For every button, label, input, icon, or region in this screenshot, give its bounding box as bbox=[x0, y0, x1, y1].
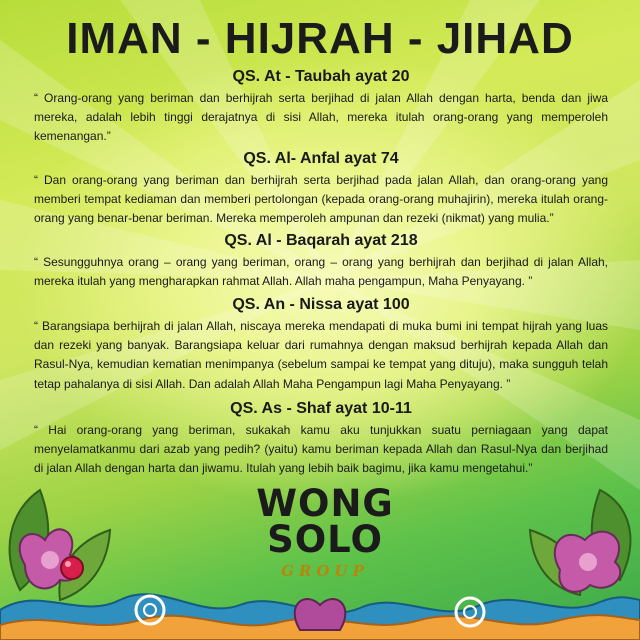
verse-text: “ Orang-orang yang beriman dan berhijrah serta berjihad di jalan Allah dengan harta, benda dan jiwa mereka, adalah lebih tinggi derajatnya di sisi Allah, mereka itulah orang-orang yang memperoleh kemenangan.” bbox=[34, 91, 608, 144]
verse-section-shaf bbox=[34, 400, 608, 479]
verse-heading: QS. As - Shaf ayat 10-11 bbox=[230, 400, 412, 417]
verse-text: “ Dan orang-orang yang beriman dan berhijrah serta berjihad pada jalan Allah, dan orang-orang yang memberi tempat kediaman dan memberi pertolongan (kepada orang-orang muhajirin), mereka itulah orang-orang yang benar-benar beriman. Mereka memperoleh ampunan dan rezeki (nikmat) yang mulia.” bbox=[34, 173, 608, 226]
verse-section-taubah bbox=[34, 68, 608, 147]
verse-heading: QS. An - Nissa ayat 100 bbox=[232, 296, 410, 313]
verse-heading: QS. Al - Baqarah ayat 218 bbox=[224, 232, 418, 249]
logo-text-group: GROUP bbox=[281, 562, 369, 580]
logo-text-wong: WONG bbox=[256, 482, 394, 525]
verse-section-nissa bbox=[34, 296, 608, 394]
logo-text-solo: SOLO bbox=[267, 518, 383, 561]
verse-section-anfal bbox=[34, 150, 608, 229]
wong-solo-group-logo bbox=[240, 482, 410, 592]
verse-text: “ Hai orang-orang yang beriman, sukakah kamu aku tunjukkan suatu perniagaan yang dapat menyelamatkanmu dari azab yang pedih? (yaitu) kamu beriman kepada Allah dan Rasul-Nya dan berjihad di jalan Allah dengan harta dan jiwamu. Itulah yang lebih baik bagimu, jika kamu mengetahui.” bbox=[34, 423, 608, 476]
verse-heading: QS. Al- Anfal ayat 74 bbox=[243, 150, 399, 167]
verse-heading: QS. At - Taubah ayat 20 bbox=[232, 68, 410, 85]
verse-text: “ Barangsiapa berhijrah di jalan Allah, niscaya mereka mendapati di muka bumi ini tempat hijrah yang luas dan rezeki yang banyak. Barangsiapa keluar dari rumahnya dengan maksud berhijrah kepada Allah dan Rasul-Nya, kemudian kematian menimpanya (sebelum sampai ke tempat yang dituju), maka sungguh telah tetap pahalanya di sisi Allah. Dan adalah Allah Maha Pengampun lagi Maha Penyayang. ” bbox=[34, 319, 608, 391]
verse-text: “ Sesungguhnya orang – orang yang beriman, orang – orang yang berhijrah dan berjihad di jalan Allah, mereka itulah yang mengharapkan rahmat Allah. Allah maha pengampun, Maha Penyayang. ” bbox=[34, 255, 608, 289]
page-title: IMAN - HIJRAH - JIHAD bbox=[66, 14, 574, 63]
verse-section-baqarah bbox=[34, 232, 608, 291]
